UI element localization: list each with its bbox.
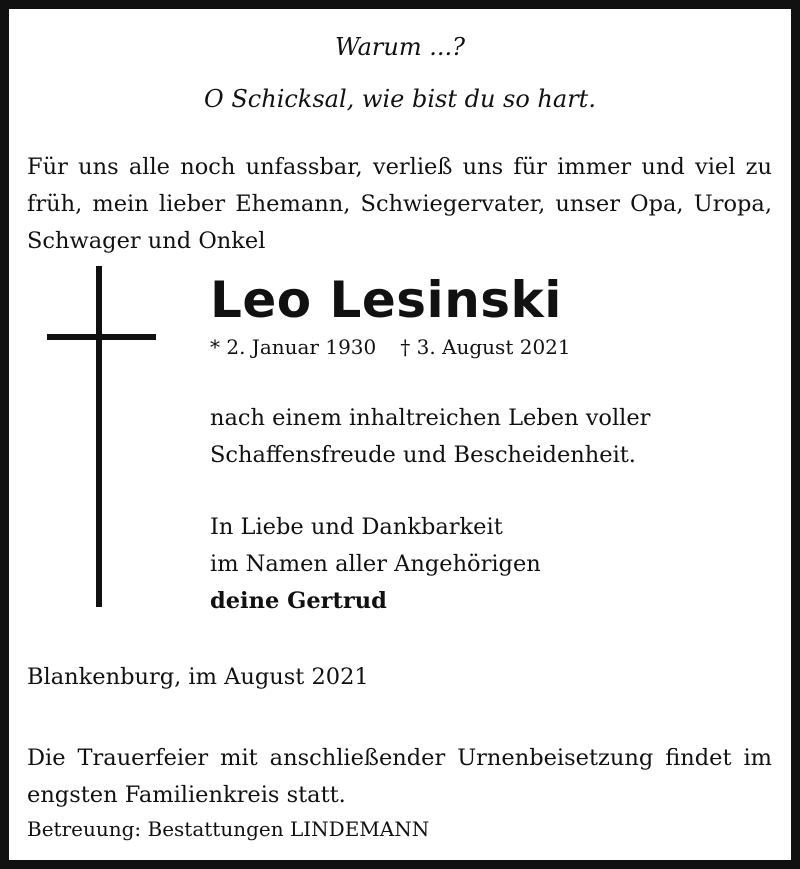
thanks-line-2: im Namen aller Angehörigen bbox=[210, 551, 541, 577]
cross-icon-bar bbox=[47, 334, 156, 340]
death-date: † 3. August 2021 bbox=[400, 335, 571, 359]
life-dates bbox=[210, 335, 595, 359]
ceremony-text: Die Trauerfeier mit anschließender Urnenbeisetzung findet im engsten Familienkreis statt. bbox=[27, 745, 772, 808]
place-date: Blankenburg, im August 2021 bbox=[27, 664, 369, 690]
cross-icon bbox=[96, 266, 102, 607]
care-line: Betreuung: Bestattungen LINDEMANN bbox=[27, 817, 430, 841]
quote-line-1: Warum ...? bbox=[335, 33, 465, 61]
thanks-block bbox=[210, 509, 541, 620]
signature: deine Gertrud bbox=[210, 588, 387, 614]
intro-text: Für uns alle noch unfassbar, verließ uns für immer und viel zu früh, mein lieber Ehemann, Schwiegervater, unser Opa, Uropa, Schwager und Onkel bbox=[27, 154, 772, 254]
birth-date: * 2. Januar 1930 bbox=[210, 335, 377, 359]
thanks-line-1: In Liebe und Dankbarkeit bbox=[210, 514, 503, 540]
quote-line-2: O Schicksal, wie bist du so hart. bbox=[204, 85, 596, 113]
life-text bbox=[210, 400, 650, 474]
life-text-line-1: nach einem inhaltreichen Leben voller bbox=[210, 405, 651, 431]
life-text-line-2: Schaffensfreude und Bescheidenheit. bbox=[210, 442, 636, 468]
deceased-name: Leo Lesinski bbox=[210, 271, 562, 329]
